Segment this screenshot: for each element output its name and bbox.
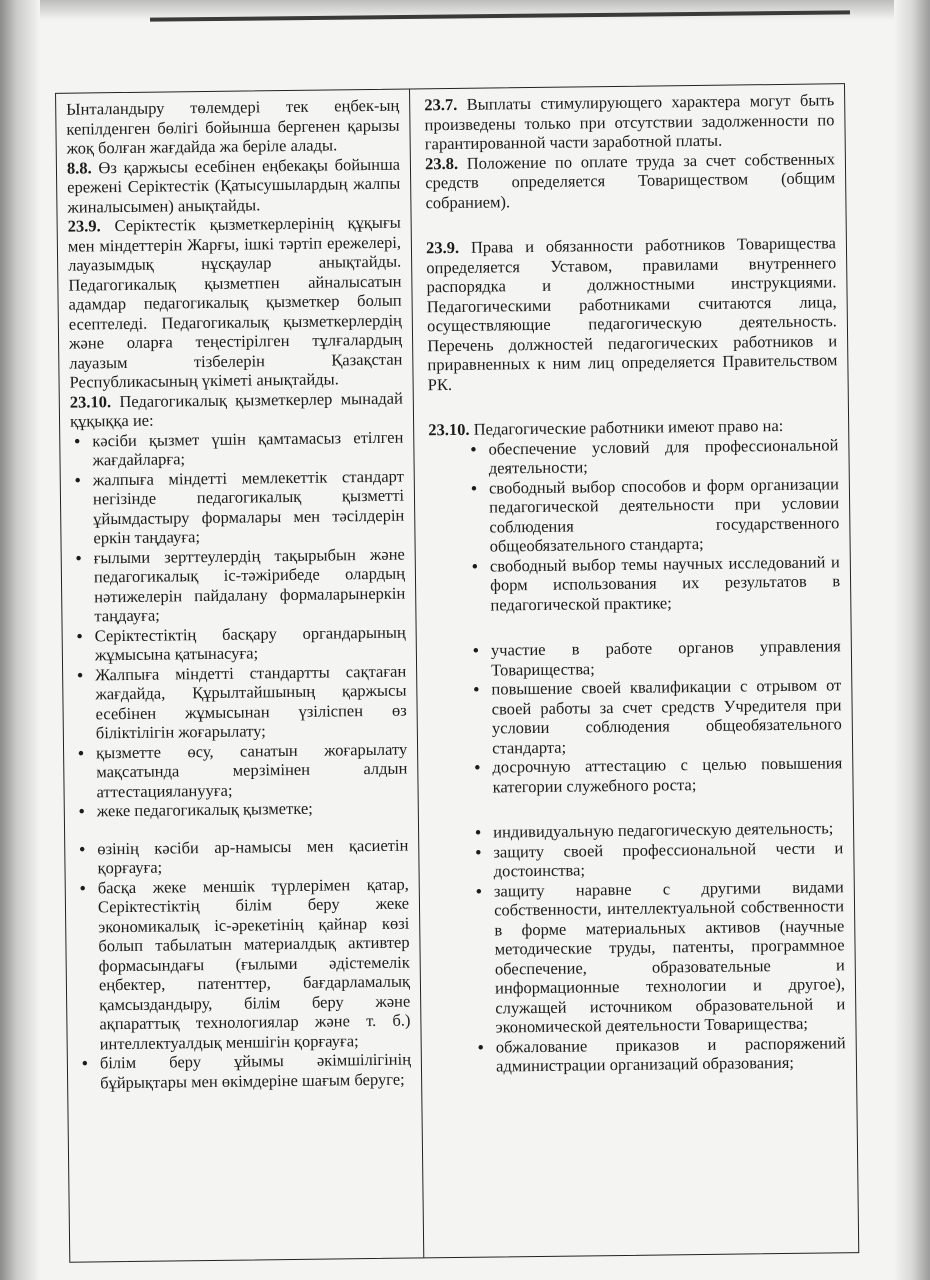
list-item: • білім беру ұйымы әкімшілігінің бұйрықтары мен өкімдеріне шағым беруге; (100, 1050, 412, 1093)
left-paragraph-23-9: 23.9. Серіктестік қызметкерлерінің құқығы мен міндеттерін Жарғы, ішкі тәртіп ережелері, лауазымдық нұсқаулар анықтайды. Педагогикалық қызметпен айналысатын адамдар педагогикалық қызметкер болып есептеледі. Педагогикалық қызметкерлердің және оларға теңестірілген тұлғалардың лауазым тізбелерін Қазақстан Республикасының үкіметі анықтайды. (67, 212, 403, 392)
right-rights-list-continued (431, 636, 846, 1076)
list-item: • Жалпыға міндетті стандартты сақтаған жағдайда, Құрылтайшының қаржысы есебінен жұмысынан үзіліспен өз біліктілігін жоғарылату; (95, 661, 407, 743)
left-paragraph-23-10: 23.10. Педагогикалық қызметкерлер мынадай құқыққа ие: (69, 388, 404, 431)
list-item: • ғылыми зерттеулердің тақырыбын және педагогикалық іс-тәжірибеде олардың нәтижелерін пайдалану формаларынеркін таңдауға; (94, 544, 406, 626)
kazakh-column (56, 89, 424, 1261)
list-item: • участие в работе органов управления Товарищества; (491, 636, 841, 679)
list-item: • индивидуальную педагогическую деятельность; (493, 818, 843, 842)
list-item: • обеспечение условий для профессиональной деятельности; (488, 435, 838, 478)
list-item: • защиту наравне с другими видами собственности, интеллектуальной собственности в форме материальных активов (научные методические труды, патенты, программное обеспечение, образовательные и информационные технологии и другое), служащей источником образовательной и экономической деятельности Товарищества; (494, 877, 846, 1037)
list-item: • кәсіби қызмет үшін қамтамасыз етілген жағдайларға; (92, 427, 404, 470)
left-paragraph-23-7: Ынталандыру төлемдері тек еңбек-ың кепілденген бөлігі бойынша бергенен қарызы жоқ болған жағдайда жа беріле алады. (66, 95, 400, 158)
list-item: • свободный выбор способов и форм организации педагогической деятельности при условии соблюдения государственного общеобязательного стандарта; (489, 474, 840, 556)
right-paragraph-23-9: 23.9. Права и обязанности работников Товарищества определяется Уставом, правилами внутреннего распорядка и должностными инструкциями. Педагогическими работниками считаются лица, осуществляющие педагогическую деятельность. Перечень должностей педагогических работников и приравненных к ним лиц определяется Правительством РК. (425, 233, 838, 394)
right-paragraph-23-7: 23.7. Выплаты стимулирующего характера могут быть произведены только при отсутствии задолженности по гарантированной части заработной платы. (424, 90, 835, 154)
list-item: • повышение своей квалификации с отрывом от своей работы за счет средств Учредителя при условии соблюдения общеобязательного стандарта; (491, 675, 842, 757)
left-rights-list (70, 427, 411, 1093)
right-paragraph-23-10: 23.10. Педагогические работники имеют право на: (428, 415, 784, 440)
list-item: • жалпыға міндетті мемлекеттік стандарт негізінде педагогикалық қызметті ұйымдастыру формалары мен тәсілдерін еркін таңдауға; (93, 466, 405, 548)
list-item: • жеке педагогикалық қызметке; (97, 798, 408, 821)
list-item: • обжалование приказов и распоряжений администрации организаций образования; (496, 1033, 846, 1076)
document-table (55, 83, 859, 1263)
right-rights-list (428, 435, 840, 615)
list-item: • басқа жеке меншік түрлерімен қатар, Серіктестіктің білім беру жеке экономикалық іс-әрекетінің қайнар көзі болып табылатын материалдық активтер формасындағы (ғылыми әдістемелік еңбектер, патенттер, бағдарламалық қамсыздандыру, білім беру және ақпараттық технологиялар және т. б.) интеллектуалдық меншігін қорғауға; (98, 874, 411, 1053)
list-item: • Серіктестіктің басқару органдарының жұмысына қатынасуға; (95, 622, 407, 665)
scan-right-edge (894, 0, 930, 1280)
left-paragraph-23-8: 8.8. Өз қаржысы есебінен еңбекақы бойынша ережені Серіктестік (Қатысушылардың жалпы жиналысымен) анықтайды. (66, 154, 401, 217)
right-paragraph-23-8: 23.8. Положение по оплате труда за счет собственных средств определяется Товариществом (общим собранием). (424, 148, 836, 212)
list-item: • өзінің кәсіби ар-намысы мен қасиетін қорғауға; (97, 835, 409, 878)
list-item: • қызметте өсу, санатын жоғарылату мақсатында мерзімінен алдын аттестацияланууға; (96, 739, 408, 801)
list-item: • досрочную аттестацию с целью повышения категории служебного роста; (492, 753, 842, 796)
scan-left-edge (0, 0, 40, 1280)
russian-column (410, 84, 858, 1257)
list-item: • защиту своей профессиональной чести и достоинства; (493, 838, 843, 881)
list-item: • свободный выбор темы научных исследований и форм использования их результатов в педагогической практике; (490, 552, 841, 615)
